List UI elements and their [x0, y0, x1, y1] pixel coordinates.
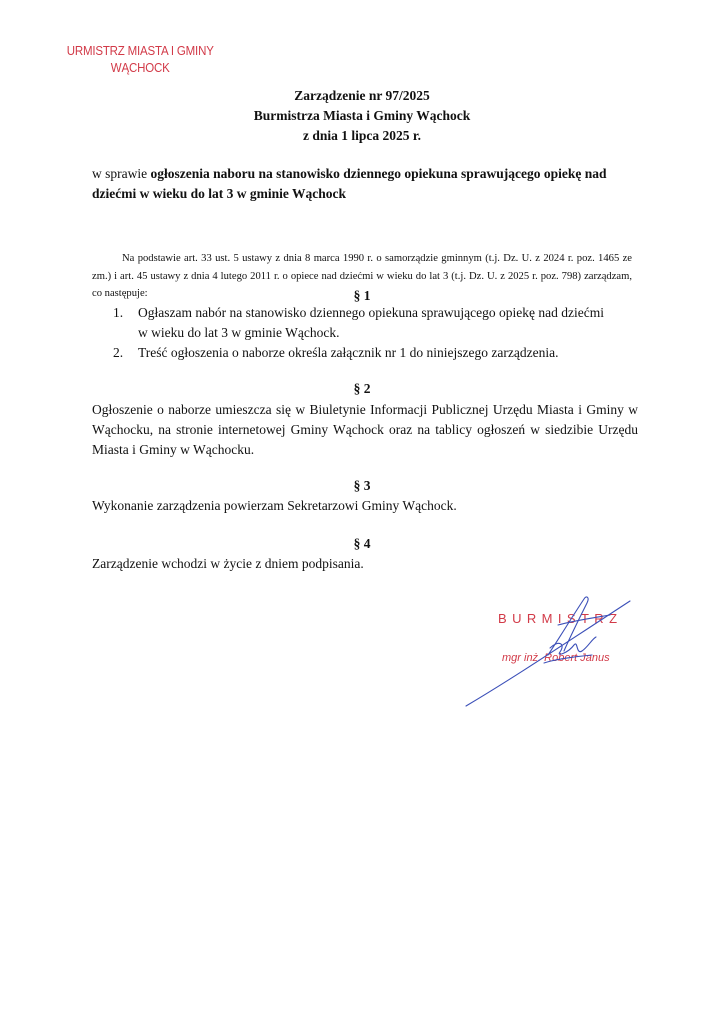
section-1-item-1-line2: w wieku do lat 3 w gminie Wąchock. [138, 325, 340, 340]
handwritten-signature [460, 585, 650, 715]
section-1-item-1-number: 1. [113, 305, 124, 320]
section-4-heading: § 4 [353, 536, 371, 551]
section-3-text: Wykonanie zarządzenia powierzam Sekretarzowi Gminy Wąchock. [92, 498, 457, 513]
header-stamp-line2: WĄCHOCK [110, 61, 170, 75]
signature-stamp-title: BURMISTRZ [498, 611, 623, 626]
subject-prefix: w sprawie [92, 166, 151, 181]
legal-basis: Na podstawie art. 33 ust. 5 ustawy z dnia 8 marca 1990 r. o samorządzie gminnym (t.j. Dz. U. z 2024 r. poz. 1465 ze zm.) i art. 45 ustawy z dnia 4 lutego 2011 r. o opiece nad dziećmi w wieku do lat 3 (t.j. Dz. U. z 2025 r. poz. 798) zarządzam, co następuje: [92, 253, 632, 299]
header-stamp-line1: URMISTRZ MIASTA I GMINY [66, 44, 214, 58]
section-3-heading: § 3 [353, 478, 371, 493]
title-line-3: z dnia 1 lipca 2025 r. [302, 128, 421, 143]
subject-bold: ogłoszenia naboru na stanowisko dziennego opiekuna sprawującego opiekę nad dziećmi w wieku do lat 3 w gminie Wąchock [92, 166, 607, 201]
section-2-text: Ogłoszenie o naborze umieszcza się w Biuletynie Informacji Publicznej Urzędu Miasta i Gminy w Wąchocku, na stronie internetowej Gminy Wąchock oraz na tablicy ogłoszeń w siedzibie Urzędu Miasta i Gminy w Wąchocku. [92, 402, 638, 457]
section-4-text: Zarządzenie wchodzi w życie z dniem podpisania. [92, 556, 364, 571]
section-1-heading: § 1 [353, 288, 371, 303]
signature-stamp-name: mgr inż. Robert Janus [502, 652, 610, 664]
section-1-item-2-number: 2. [113, 345, 124, 360]
section-1-item-1-line1: Ogłaszam nabór na stanowisko dziennego opiekuna sprawującego opiekę nad dziećmi [138, 305, 604, 320]
title-line-2: Burmistrza Miasta i Gminy Wąchock [253, 108, 471, 123]
section-2-heading: § 2 [353, 381, 371, 396]
section-1-item-2-line1: Treść ogłoszenia o naborze określa załącznik nr 1 do niniejszego zarządzenia. [138, 345, 559, 360]
subject [92, 164, 632, 204]
title-line-1: Zarządzenie nr 97/2025 [294, 88, 430, 103]
header-stamp [62, 43, 218, 77]
